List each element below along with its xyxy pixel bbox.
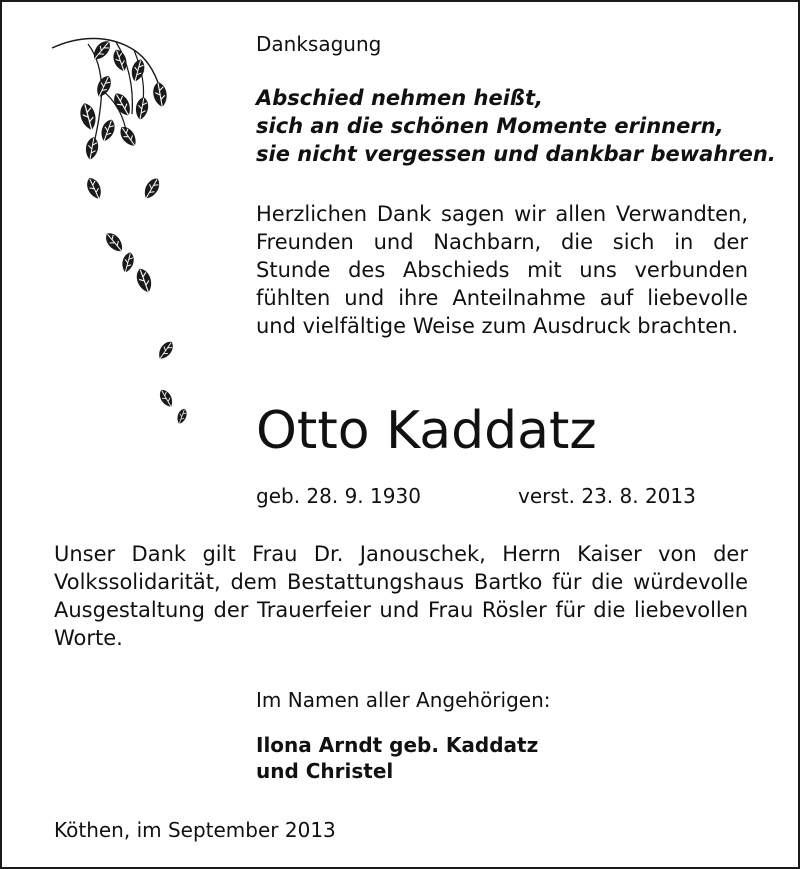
death-date: verst. 23. 8. 2013 [518,484,696,508]
birth-date: geb. 28. 9. 1930 [256,484,421,508]
heading: Danksagung [256,32,382,56]
acknowledgement-paragraph: Unser Dank gilt Frau Dr. Janouschek, Herrn Kaiser von der Volkssolidarität, dem Bestattungshaus Bartko für die würdevolle Ausgestaltung der Trauerfeier und Frau Rösler für die liebevollen Worte. [54,542,748,650]
motto [256,84,786,168]
motto-line: sich an die schönen Momente erinnern, [256,114,724,138]
thanks-paragraph: Herzlichen Dank sagen wir allen Verwandten, Freunden und Nachbarn, die sich in der Stunde des Abschieds mit uns verbunden fühlten und ihre Anteilnahme auf liebevolle und vielfältige Weise zum Ausdruck brachten. [256,202,748,338]
signer-line: und Christel [256,759,394,783]
signer-line: Ilona Arndt geb. Kaddatz [256,733,539,757]
on-behalf-line: Im Namen aller Angehörigen: [256,688,551,712]
falling-leaves-icon [42,30,222,430]
deceased-name: Otto Kaddatz [256,401,597,461]
motto-line: sie nicht vergessen und dankbar bewahren. [256,142,776,166]
place-date: Köthen, im September 2013 [54,818,336,842]
signers [256,732,538,784]
motto-line: Abschied nehmen heißt, [256,86,544,110]
